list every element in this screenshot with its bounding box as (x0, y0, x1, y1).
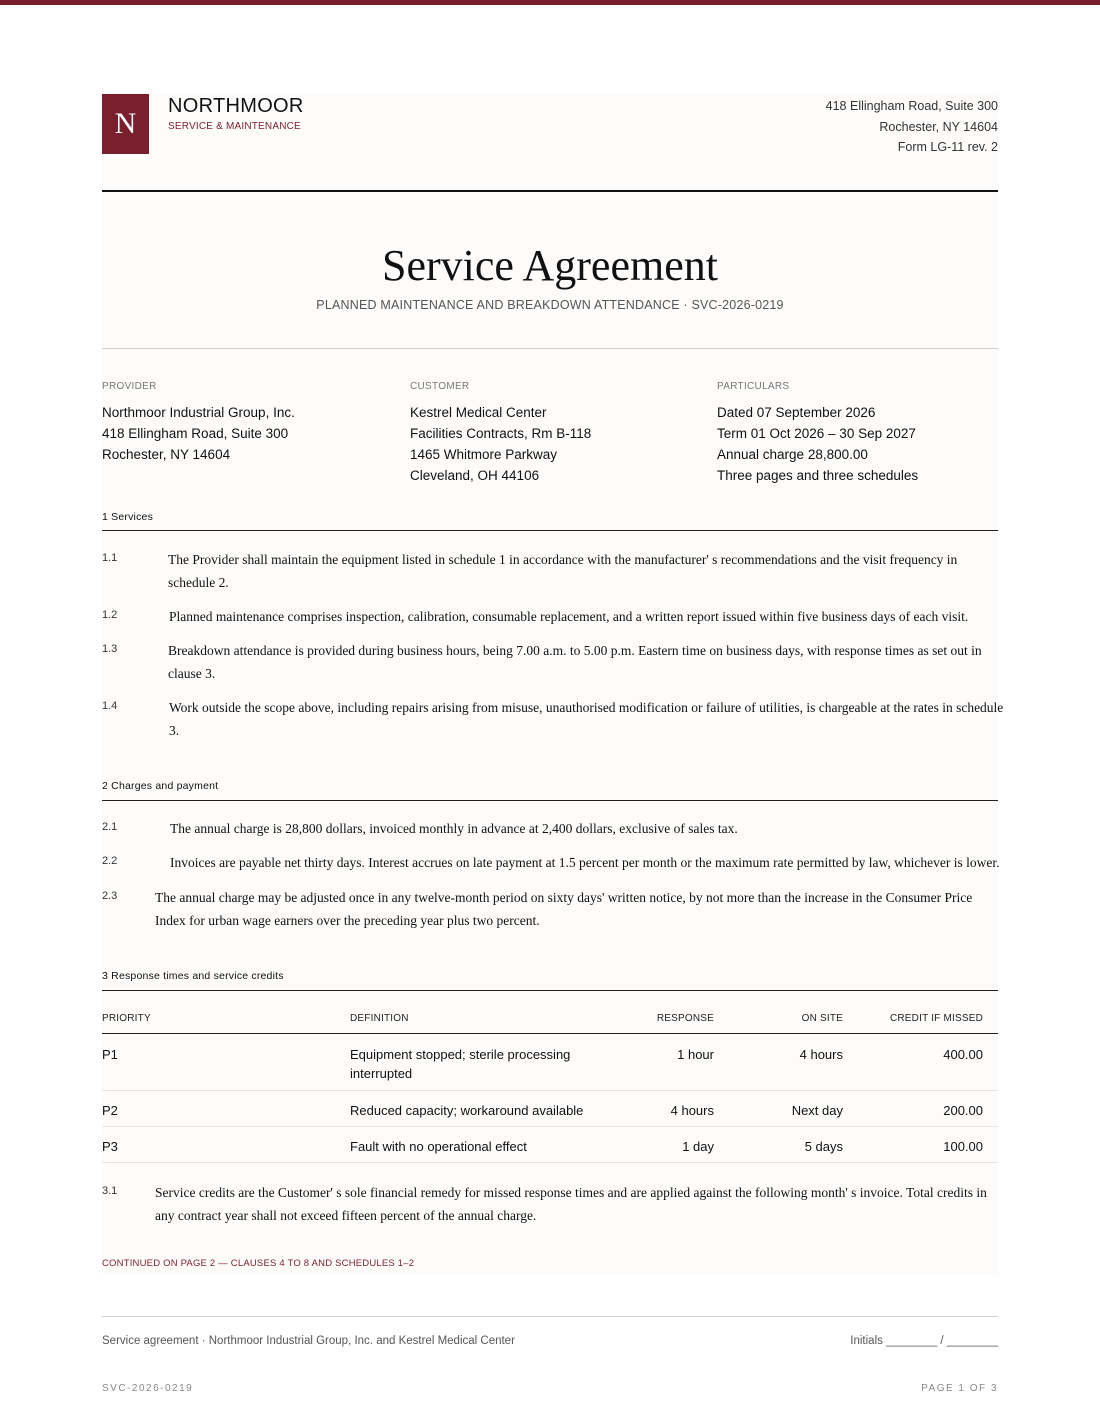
table-header-divider (102, 1033, 998, 1034)
table-cell-on-site: 5 days (804, 1139, 843, 1154)
header-address-line: 418 Ellingham Road, Suite 300 (825, 99, 998, 113)
clause-number: 2.3 (102, 890, 118, 902)
party-line: Rochester, NY 14604 (102, 447, 231, 462)
title-divider (102, 348, 998, 349)
clause-number: 1.4 (102, 700, 118, 712)
table-header-response: RESPONSE (656, 1013, 714, 1024)
table-cell-priority: P2 (102, 1103, 118, 1118)
clause-text: The annual charge is 28,800 dollars, invoiced monthly in advance at 2,400 dollars, exclusive of sales tax. (170, 821, 738, 836)
table-row-divider (102, 1090, 998, 1091)
section-heading: 1 Services (102, 511, 154, 523)
clause-number: 2.2 (102, 855, 118, 867)
table-cell-response: 1 hour (677, 1047, 714, 1062)
table-row-divider (102, 1162, 998, 1163)
section-divider (102, 800, 998, 801)
table-cell-response: 4 hours (670, 1103, 714, 1118)
table-cell-credit: 400.00 (943, 1047, 983, 1062)
clause-text: Planned maintenance comprises inspection, calibration, consumable replacement, and a written report issued within five business days of each visit. (169, 609, 969, 624)
party-line: Northmoor Industrial Group, Inc. (102, 405, 295, 420)
table-cell-response: 1 day (682, 1139, 714, 1154)
initials-field: Initials ________ / ________ (850, 1335, 998, 1347)
continued-note: CONTINUED ON PAGE 2 — CLAUSES 4 TO 8 AND SCHEDULES 1–2 (102, 1258, 415, 1269)
clause-text: The Provider shall maintain the equipment listed in schedule 1 in accordance with the manufacturer' s recommendations and the visit frequency in schedule 2. (168, 552, 958, 590)
annual-charge: Annual charge 28,800.00 (717, 447, 868, 462)
party-label: CUSTOMER (410, 381, 470, 392)
footer-divider (102, 1316, 998, 1317)
party-line: 1465 Whitmore Parkway (410, 447, 558, 462)
document-title: Service Agreement (382, 241, 718, 290)
clause-text: Invoices are payable net thirty days. Interest accrues on late payment at 1.5 percent per month or the maximum rate permitted by law, whichever is lower. (170, 855, 1000, 870)
top-accent-bar (0, 0, 1100, 5)
clause-text: Work outside the scope above, including repairs arising from misuse, unauthorised modification or failure of utilities, is chargeable at the rates in schedule 3. (169, 700, 1004, 738)
company-tagline: SERVICE & MAINTENANCE (168, 121, 301, 132)
table-cell-definition: Reduced capacity; workaround available (350, 1103, 584, 1118)
section-divider (102, 990, 998, 991)
table-cell-definition: Equipment stopped; sterile processing interrupted (350, 1047, 571, 1081)
clause-number: 3.1 (102, 1185, 118, 1197)
party-provider (102, 381, 392, 465)
table-cell-definition: Fault with no operational effect (350, 1139, 527, 1154)
clause-number: 1.2 (102, 609, 118, 621)
table-cell-on-site: 4 hours (799, 1047, 843, 1062)
section-heading: 2 Charges and payment (102, 780, 219, 792)
agreement-term: Term 01 Oct 2026 – 30 Sep 2027 (717, 426, 916, 441)
party-line: Facilities Contracts, Rm B-118 (410, 426, 592, 441)
document-subtitle: PLANNED MAINTENANCE AND BREAKDOWN ATTENDANCE · SVC-2026-0219 (316, 298, 784, 312)
party-line: Kestrel Medical Center (410, 405, 547, 420)
header-divider (102, 190, 998, 192)
clause-text: The annual charge may be adjusted once in any twelve-month period on sixty days' written notice, by not more than the increase in the Consumer Price Index for urban wage earners over the preceding year plus two percent. (155, 890, 973, 928)
footer-parties: Service agreement · Northmoor Industrial Group, Inc. and Kestrel Medical Center (102, 1335, 515, 1347)
party-label: PROVIDER (102, 381, 157, 392)
party-line: 418 Ellingham Road, Suite 300 (102, 426, 289, 441)
party-line: Cleveland, OH 44106 (410, 468, 540, 483)
company-name: NORTHMOOR (168, 95, 304, 117)
clause-text: Service credits are the Customer' s sole financial remedy for missed response times and are applied against the following month' s invoice. Total credits in any contract year shall not exceed fifteen percent of the annual charge. (155, 1185, 987, 1223)
table-cell-on-site: Next day (791, 1103, 843, 1118)
table-header-credit: CREDIT IF MISSED (889, 1013, 983, 1024)
section-divider (102, 530, 998, 531)
form-reference: Form LG-11 rev. 2 (897, 140, 998, 154)
table-header-on-site: ON SITE (801, 1013, 843, 1024)
table-cell-priority: P1 (102, 1047, 118, 1062)
page-count: Three pages and three schedules (717, 468, 919, 483)
section-heading: 3 Response times and service credits (102, 970, 284, 982)
party-customer (410, 381, 700, 486)
party-particulars (717, 381, 998, 486)
table-cell-credit: 200.00 (943, 1103, 983, 1118)
table-header-priority: PRIORITY (102, 1013, 151, 1024)
clause-number: 2.1 (102, 821, 118, 833)
table-header-definition: DEFINITION (350, 1013, 409, 1024)
clause-number: 1.3 (102, 643, 118, 655)
page-number: PAGE 1 OF 3 (921, 1383, 998, 1394)
document-reference: SVC-2026-0219 (102, 1383, 194, 1394)
party-label: PARTICULARS (717, 381, 790, 392)
clause-text: Breakdown attendance is provided during business hours, being 7.00 a.m. to 5.00 p.m. Eastern time on business days, with response times as set out in clause 3. (168, 643, 982, 681)
table-cell-priority: P3 (102, 1139, 118, 1154)
agreement-date: Dated 07 September 2026 (717, 405, 876, 420)
table-row-divider (102, 1126, 998, 1127)
company-logo: N (102, 94, 149, 154)
clause-number: 1.1 (102, 552, 118, 564)
table-cell-credit: 100.00 (943, 1139, 983, 1154)
header-address-line: Rochester, NY 14604 (879, 120, 998, 134)
